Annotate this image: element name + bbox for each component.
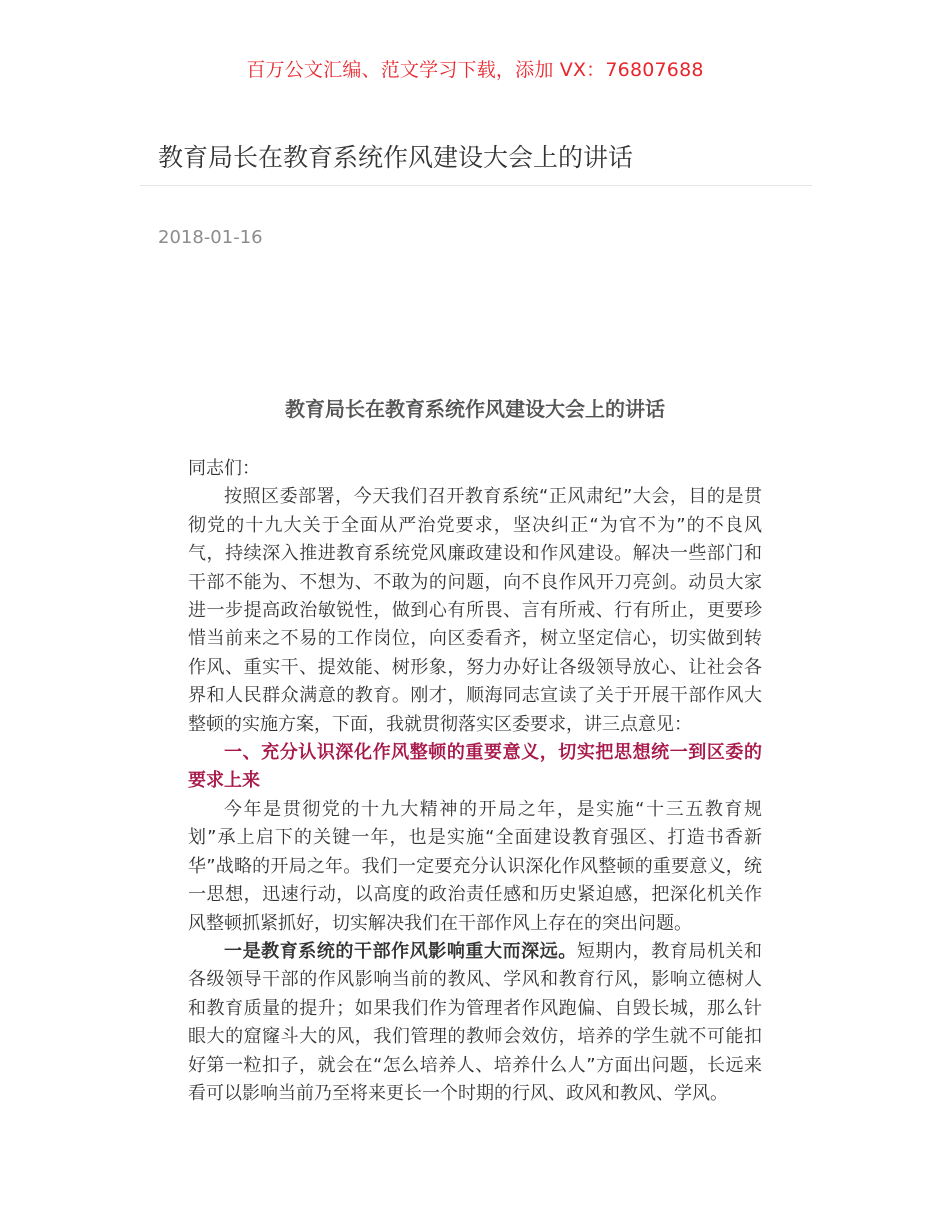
point-1-lead: 一是教育系统的干部作风影响重大而深远。 bbox=[224, 940, 577, 962]
salutation: 同志们： bbox=[188, 458, 260, 479]
intro-paragraph: 按照区委部署，今天我们召开教育系统“正风肃纪”大会，目的是贯彻党的十九大关于全面从严治党要求，坚决纠正“为官不为”的不良风气，持续深入推进教育系统党风廉政建设和作风建设。解决一些部门和干部不能为、不想为、不敢为的问题，向不良作风开刀亮剑。动员大家进一步提高政治敏锐性，做到心有所畏、言有所戒、行有所止，更要珍惜当前来之不易的工作岗位，向区委看齐，树立坚定信心，切实做到转作风、重实干、提效能、树形象，努力办好让各级领导放心、让社会各界和人民群众满意的教育。刚才，顺海同志宣读了关于开展干部作风大整顿的实施方案，下面，我就贯彻落实区委要求，讲三点意见： bbox=[188, 486, 762, 735]
section-1-heading: 一、充分认识深化作风整顿的重要意义，切实把思想统一到区委的要求上来 bbox=[188, 742, 762, 792]
article-title: 教育局长在教育系统作风建设大会上的讲话 bbox=[158, 143, 634, 172]
content-title: 教育局长在教育系统作风建设大会上的讲话 bbox=[285, 397, 665, 421]
article-body bbox=[188, 393, 762, 1108]
publish-date: 2018-01-16 bbox=[158, 227, 263, 248]
point-1-body: 短期内，教育局机关和各级领导干部的作风影响当前的教风、学风和教育行风，影响立德树人和教育质量的提升；如果我们作为管理者作风跑偏、自毁长城，那么针眼大的窟窿斗大的风，我们管理的教师会效仿，培养的学生就不可能扣好第一粒扣子，就会在“怎么培养人、培养什么人”方面出问题，长远来看可以影响当前乃至将来更长一个时期的行风、政风和教风、学风。 bbox=[188, 940, 763, 1104]
section-1-paragraph: 今年是贯彻党的十九大精神的开局之年，是实施“十三五教育规划”承上启下的关键一年，也是实施“全面建设教育强区、打造书香新华”战略的开局之年。我们一定要充分认识深化作风整顿的重要意义，统一思想，迅速行动，以高度的政治责任感和历史紧迫感，把深化机关作风整顿抓紧抓好，切实解决我们在干部作风上存在的突出问题。 bbox=[188, 798, 762, 934]
title-divider bbox=[140, 185, 812, 186]
point-1-paragraph bbox=[188, 938, 762, 1108]
promo-banner: 百万公文汇编、范文学习下载，添加 VX：76807688 bbox=[246, 59, 704, 81]
